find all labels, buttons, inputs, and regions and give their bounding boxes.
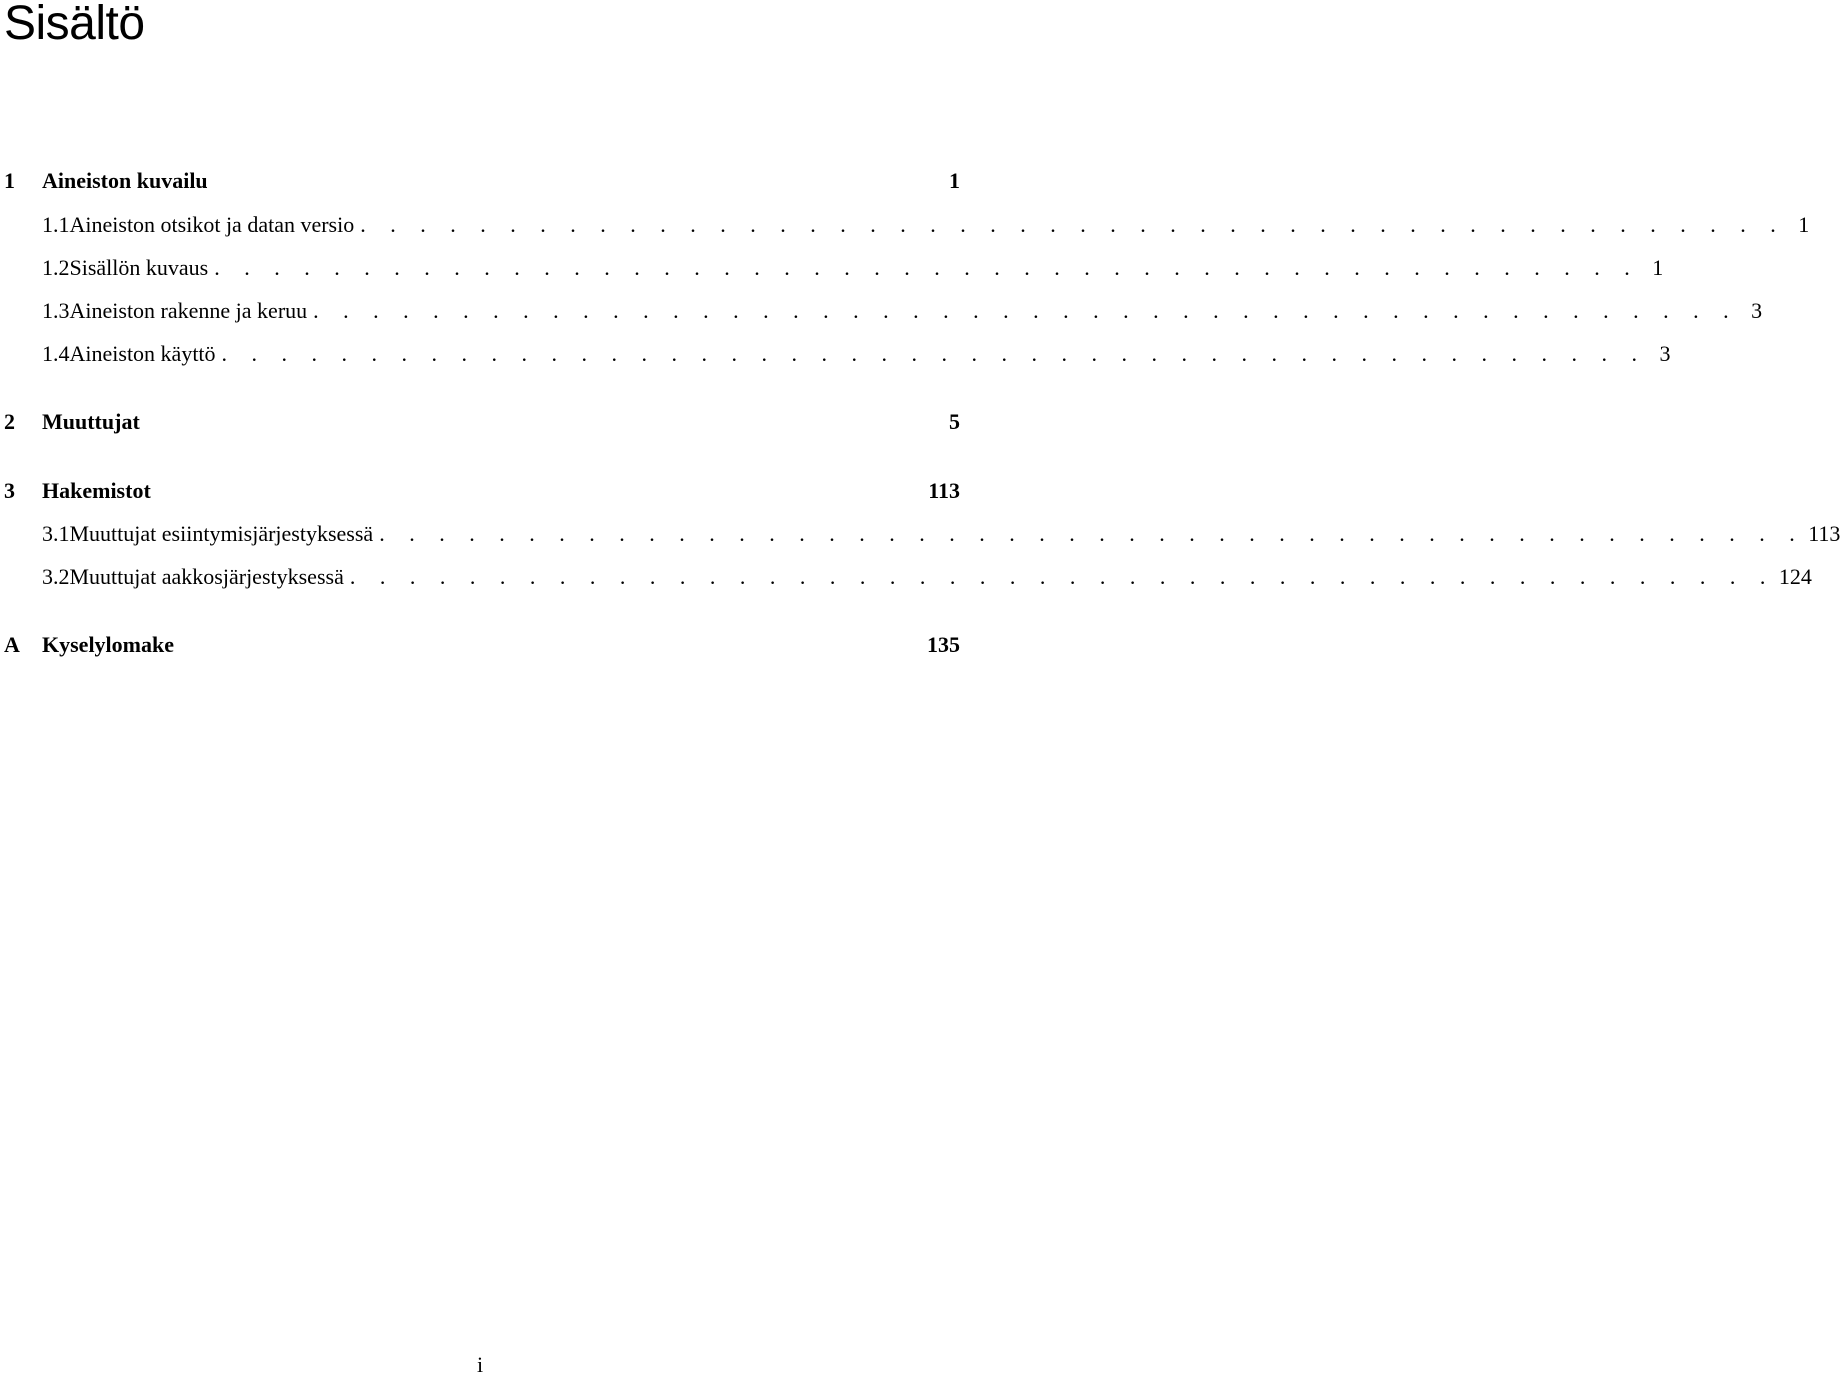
toc-chapter-3[interactable] [0,478,960,508]
toc-chapter-label: Kyselylomake [42,632,174,657]
toc-page-number: 113 [928,478,960,503]
toc-section-3-2[interactable] [0,564,1812,594]
toc-section-number: 1.3 [42,298,70,323]
toc-section-number: 1.4 [42,341,70,366]
toc-chapter-label: Muuttujat [42,409,140,434]
toc-page-number: 113 [1808,521,1840,546]
toc-page-number: 1 [1652,255,1664,280]
dot-leader: . . . . . . . . . . . . . . . . . . . . . . . . . . . . . . . . . . . . . . . . . . . . . . . . [313,298,1739,323]
toc-chapter-number: 3 [4,478,15,503]
toc-section-label: Sisällön kuvaus [69,255,209,280]
toc-chapter-number: A [4,632,20,657]
toc-page-number: 5 [949,409,960,434]
dot-leader: . . . . . . . . . . . . . . . . . . . . . . . . . . . . . . . . . . . . . . . . . . . . . . . . [221,341,1647,366]
toc-page-number: 124 [1778,564,1812,589]
toc-section-3-1[interactable] [0,521,1840,551]
toc-heading: Sisältö [4,0,145,50]
toc-section-label: Aineiston otsikot ja datan versio [69,212,355,237]
toc-section-number: 1.2 [42,255,70,280]
toc-section-label: Aineiston rakenne ja keruu [69,298,308,323]
toc-page-number: 135 [927,632,960,657]
toc-section-number: 3.2 [42,564,70,589]
toc-chapter-number: 1 [4,168,15,193]
toc-section-label: Muuttujat aakkosjärjestyksessä [69,564,344,589]
dot-leader: . . . . . . . . . . . . . . . . . . . . . . . . . . . . . . . . . . . . . . . . . . . . . . . . [214,255,1640,280]
dot-leader: . . . . . . . . . . . . . . . . . . . . . . . . . . . . . . . . . . . . . . . . . . . . . . . . [349,564,1775,589]
toc-page-number: 3 [1659,341,1671,366]
toc-chapter-label: Hakemistot [42,478,151,503]
toc-chapter-2[interactable] [0,409,960,439]
toc-page-number: 1 [1798,212,1810,237]
toc-chapter-1[interactable] [0,168,960,198]
toc-chapter-label: Aineiston kuvailu [42,168,208,193]
toc-section-1-1[interactable] [0,212,1810,242]
page-footer-number: i [476,1352,484,1377]
toc-section-label: Aineiston käyttö [69,341,216,366]
dot-leader: . . . . . . . . . . . . . . . . . . . . . . . . . . . . . . . . . . . . . . . . . . . . . . . . [360,212,1786,237]
toc-section-number: 1.1 [42,212,70,237]
toc-page-number: 1 [949,168,960,193]
toc-page-number: 3 [1751,298,1763,323]
toc-chapter-number: 2 [4,409,15,434]
dot-leader: . . . . . . . . . . . . . . . . . . . . . . . . . . . . . . . . . . . . . . . . . . . . . . . . [379,521,1805,546]
toc-section-number: 3.1 [42,521,70,546]
toc-section-1-3[interactable] [0,298,1763,328]
toc-appendix-a[interactable] [0,632,960,662]
toc-section-1-4[interactable] [0,341,1671,371]
toc-section-1-2[interactable] [0,255,1664,285]
toc-section-label: Muuttujat esiintymisjärjestyksessä [69,521,374,546]
